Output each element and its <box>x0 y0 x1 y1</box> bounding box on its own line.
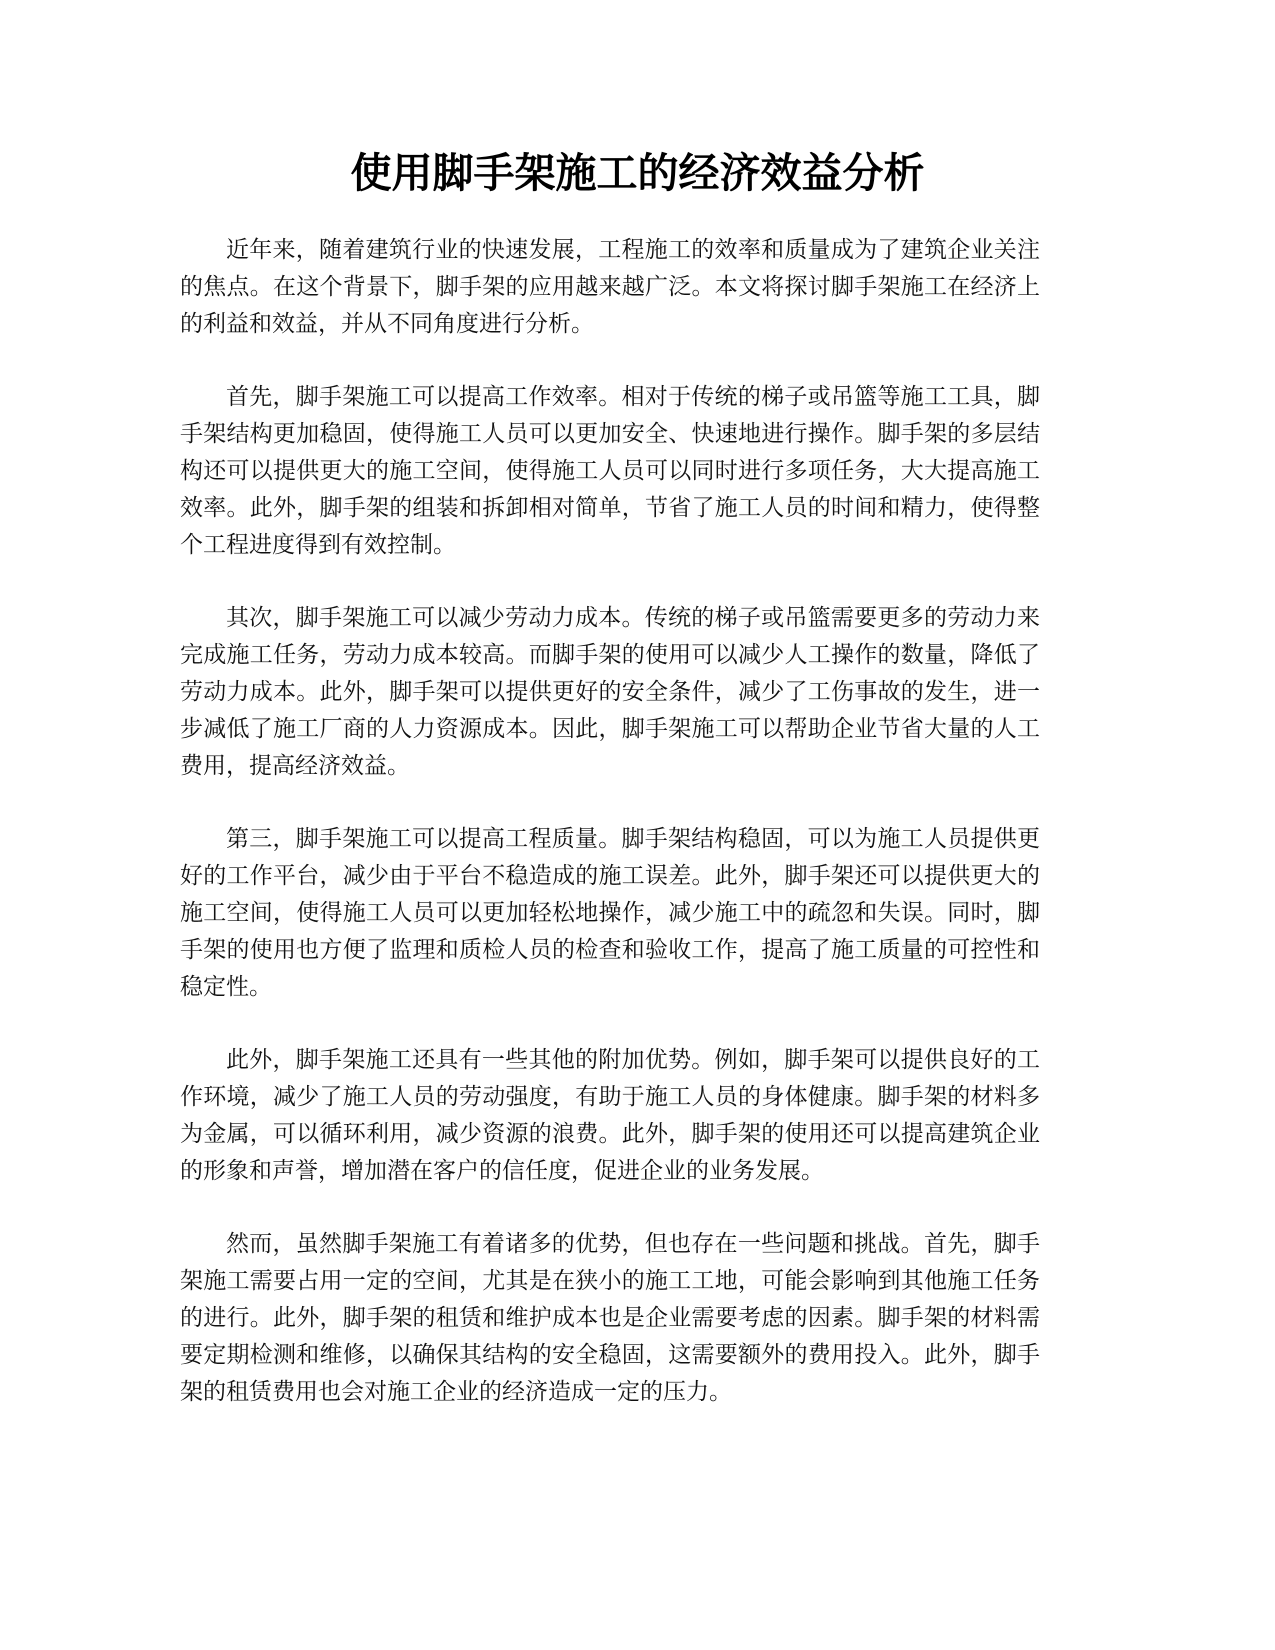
document-title: 使用脚手架施工的经济效益分析 <box>350 149 925 197</box>
paragraph-challenges: 然而，虽然脚手架施工有着诸多的优势，但也存在一些问题和挑战。首先，脚手架施工需要占用一定的空间，尤其是在狭小的施工工地，可能会影响到其他施工任务的进行。此外，脚手架的租赁和维护成本也是企业需要考虑的因素。脚手架的材料需要定期检测和维修，以确保其结构的安全稳固，这需要额外的费用投入。此外，脚手架的租赁费用也会对施工企业的经济造成一定的压力。 <box>180 1231 1040 1405</box>
paragraph-intro: 近年来，随着建筑行业的快速发展，工程施工的效率和质量成为了建筑企业关注的焦点。在这个背景下，脚手架的应用越来越广泛。本文将探讨脚手架施工在经济上的利益和效益，并从不同角度进行分析。 <box>180 237 1040 337</box>
paragraph-labor-cost: 其次，脚手架施工可以减少劳动力成本。传统的梯子或吊篮需要更多的劳动力来完成施工任务，劳动力成本较高。而脚手架的使用可以减少人工操作的数量，降低了劳动力成本。此外，脚手架可以提供更好的安全条件，减少了工伤事故的发生，进一步减低了施工厂商的人力资源成本。因此，脚手架施工可以帮助企业节省大量的人工费用，提高经济效益。 <box>180 605 1040 779</box>
paragraph-other-advantages: 此外，脚手架施工还具有一些其他的附加优势。例如，脚手架可以提供良好的工作环境，减少了施工人员的劳动强度，有助于施工人员的身体健康。脚手架的材料多为金属，可以循环利用，减少资源的浪费。此外，脚手架的使用还可以提高建筑企业的形象和声誉，增加潜在客户的信任度，促进企业的业务发展。 <box>180 1047 1040 1184</box>
paragraph-efficiency: 首先，脚手架施工可以提高工作效率。相对于传统的梯子或吊篮等施工工具，脚手架结构更加稳固，使得施工人员可以更加安全、快速地进行操作。脚手架的多层结构还可以提供更大的施工空间，使得施工人员可以同时进行多项任务，大大提高施工效率。此外，脚手架的组装和拆卸相对简单，节省了施工人员的时间和精力，使得整个工程进度得到有效控制。 <box>180 384 1040 558</box>
document-body <box>180 232 1040 1447</box>
paragraph-quality: 第三，脚手架施工可以提高工程质量。脚手架结构稳固，可以为施工人员提供更好的工作平台，减少由于平台不稳造成的施工误差。此外，脚手架还可以提供更大的施工空间，使得施工人员可以更加轻松地操作，减少施工中的疏忽和失误。同时，脚手架的使用也方便了监理和质检人员的检查和验收工作，提高了施工质量的可控性和稳定性。 <box>180 826 1040 1000</box>
